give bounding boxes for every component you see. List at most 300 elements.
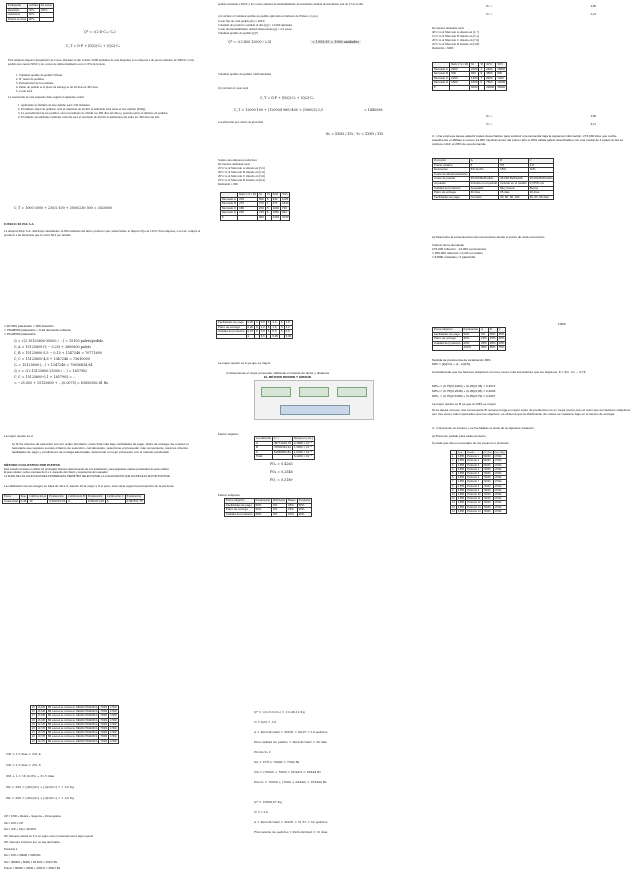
subjective-table-cell: 10% [287,512,298,517]
product-table-cell: 50000 [482,459,493,463]
gravity-table-cell: 1200 [450,76,470,81]
p5-c-method: EL MÉTODO BROWN Y GIBSON [264,375,312,379]
gravity-table-cell: 900 [470,72,479,77]
provider-table-cell: Aceptable [469,186,499,191]
p6-summary-table [432,327,506,351]
demand-line: Demanda = 6000 [432,46,454,51]
product-table-cell: 17002 [493,463,506,467]
gravity-table-cell: 600 [259,196,264,201]
factor-table-header: Ponderación [48,495,67,500]
p4-best-choice: La mejor opción es A [4,434,33,438]
header-table-cell: Prueba en clase [8,16,26,21]
provider-table-cell: Incluido en el pedido [500,180,527,185]
location-table-cell: 1,3053 × 10⁻⁸ [292,446,314,451]
provider-table-cell: 4,8 [528,163,554,168]
p8-result-line: N = 1,14 [254,810,268,814]
provider-table-cell: 35.000 Bs/Pedido [469,177,499,182]
summary-table-cell: 35% [480,345,487,350]
p5-factor-table-cell: Calidad del producto [218,329,245,334]
coord-value: 6,15 [590,122,596,126]
ct-calc: C_T = 12000·100 + (12000/1960)·400 + (1960/2)·2,5 [234,108,324,112]
page-8 [214,597,426,895]
product-table-cell: 3,855 [457,484,465,488]
product-table-cell: Producto 8 [466,484,482,488]
gravity-table-cell: 5 [479,72,485,77]
location-table-header: Localización [256,436,271,440]
eoq-result: = 1959,95 ≈ 1960 unidades [312,40,359,44]
product-table-cell: 10 [452,493,455,497]
factor-table-header: Factor [3,495,20,500]
p7-table-row [31,714,119,718]
gravity-table-cell: Σ [221,215,238,220]
product-table-cell: 7 [451,480,457,484]
subjective-table-cell: Facilidades de pago [225,503,255,508]
location-table-cell: C [255,450,273,455]
product-table-cell: 17002 [493,493,506,497]
calc-line: Cálculo de la demanda: [432,243,465,247]
p7-table-cell: 70000 [100,735,108,739]
product-table-cell: 3,855 [457,480,465,484]
coord-label: Xc = [486,4,493,8]
method-diagram [254,380,374,420]
product-table-cell: 3,855 [457,509,465,513]
gravity-table-row [433,85,507,90]
gravity-table-cell: 7 [479,76,485,81]
p7-table-row [31,739,119,743]
p7-formula: NPᵢ = 2 3 dias = 231,4 [6,752,41,756]
gravity-table-cell: 900 [450,72,470,77]
factor-table-header: Calificación B [68,494,85,498]
gravity-table-cell: 1000 [272,205,280,210]
product-table-cell: 3,855 [457,501,465,505]
factor-table-header: Calificación A [29,494,47,498]
provider-table-header: C [528,159,554,164]
provider-table-cell: 5 [469,163,499,168]
p7-line: Precio = 50000 + (5000 + 20317) = 45317 Bs [4,866,61,870]
p5-factor-table-cell: 0,20 [247,324,254,329]
eoq-formula: Q* = √(2·400·12000 / 2,5) [228,40,272,44]
provider-table-cell: Coste de almacenamiento [434,171,468,176]
p8-results [254,797,424,837]
product-table-cell: Producto 7 [466,480,482,484]
product-table-cell: 17002 [493,509,506,513]
gravity-table-row [221,215,290,220]
provider-table-cell: Calidad del producto [433,186,470,191]
header-table-cell: 40% [27,17,39,22]
gravity-table-cell: 5 [265,197,271,202]
p5-c-question: c) Seleccionar el mejor proveedor utilizando el método de factor y distancia [226,371,330,375]
product-table-cell: 9 [451,488,457,492]
subjective-table-header: Ponderación [255,498,270,502]
factor-table-header: Peso [20,494,27,498]
product-table-cell: 70000 [482,505,493,509]
gravity-table-cell: 2400 [485,67,496,72]
p7-table-row [31,731,119,735]
p5-factor-table-cell: 0,9 [284,330,293,335]
product-table-row [451,480,507,484]
subjective-table-cell: 30% [297,508,311,513]
product-table-cell: 3,855 [457,463,465,467]
product-table-cell: Producto 3 [466,463,482,467]
p5-factor-table-row [217,334,293,339]
gravity-table-header: Xi [258,193,266,198]
p2-line: Coste de mantenimiento unidad almacenada (g) = 2,5 euros [218,27,292,32]
product-table-cell: Producto 13 [467,505,481,509]
p8-eoq-lines [254,707,424,787]
p7-table-cell: 23,336 [37,710,45,714]
p7-table-cell: 70000 [100,727,108,731]
coord-row [486,10,596,18]
subjective-table-cell: 0% [271,503,286,508]
product-table-cell: 11 [452,497,455,501]
demand-line: 15% va al Mercado B situado en (5,1) [432,34,480,39]
summary-table-cell: 100% [462,346,479,351]
p8-eoq-line: SA = 10% x 70000 = 7000 Bs [254,760,300,764]
provider-table-cell: Facilidades de pago [433,195,470,200]
eoq-note: Volumen óptimo de pedido: 1960 unidades [218,72,272,76]
header-table-cell: 20% [27,13,39,18]
summary-table-cell: 15% [480,336,487,341]
step-item: 3. La periodicidad de los pedidos: será el resultado de dividir los 360 días del año (o periodo) entre el número de pedidos [21,111,194,115]
summary-table-cell: 20% [462,341,479,346]
product-table-row [451,497,507,501]
p7-table-cell: 17 [32,714,35,718]
gravity-table-cell: 900 [259,214,264,219]
p8-result-line: Q* = 13669,67 Kg [254,800,282,804]
mpl-line: MPL꜀ = (0,75)(0,3189) + (0,25)(0,75) = 0,4267 [432,394,496,398]
calc-line: = 259.000 reflexión x 0,20 con palets [432,251,483,256]
gravity-table-header: Dem x % = Di [239,192,257,196]
subjective-table-header: Excelente [298,498,310,502]
page-2 [214,0,426,297]
provider-table-header: B [499,159,529,164]
gravity-table-cell: Mercado B [222,201,236,206]
gravity-formula: Xc = ΣXiVi / ΣVi ; Yc = ΣYiVi / ΣVi [326,132,383,136]
p8-eoq-line: NA = (70000 + 7000) x 36,94% = 28444 Bs [254,770,321,774]
product-table-cell: 3,855 [457,476,465,480]
p7-table-cell: 17002 [110,718,117,722]
product-table-cell: 17002 [493,467,506,471]
p7-line: NA = (50000 + 5000) x 36,94% = 20317 Bs [4,859,58,864]
summary-table-cell: 20% [489,340,496,345]
product-table-cell: 3,855 [457,459,465,463]
product-table-cell: 3,855 [457,488,465,492]
summary-table-row [433,346,506,351]
gravity-table-cell: 7500 [485,81,496,86]
gravity-table-cell: 8400 [485,76,496,81]
header-table-cell: Asistencia [7,13,28,18]
product-table-cell: 17002 [493,505,506,509]
fo-value: FOₐ = 0,4263 [270,462,293,466]
calc-line: 273.000 reflexión - 14.000 movimientos [432,247,487,252]
method-line: Este método consiste en definir los principales factores determinantes de una localización, para asignarles valores ponderados de peso relativo. [4,468,170,471]
provider-table-cell: Precio unitario [433,163,470,168]
product-table-cell: 70000 [482,484,493,488]
subjective-table-cell: 15% [287,508,298,513]
p7-table-cell: 10,725 [37,735,45,739]
product-table-cell: Producto 5 [466,472,482,476]
p7-table-cell: Bill entered as continente: REGRA HIGIÉNICA [47,714,98,718]
subjective-table-cell: 25% [287,503,298,508]
p5-factor-table [216,320,293,339]
p7-formula: ΣKᵢ = 200 = [(D/Q)Cᵢ] + [(Q/2)Cₐ] ≈ 1 1/2 Kg [6,785,75,789]
p7-table-cell: 23,336 [37,706,45,709]
p2-question-a: a) Calcular el volumen óptimo de pedido aplicando el método de Wilson. (1 pto) [218,14,318,18]
gravity-table-cell: 1 [265,202,271,207]
header-table-cell [39,17,53,22]
p7-line: CP = FOR + Retuts + Seguros + Otros gastos [4,814,61,818]
p5-best: La mejor opción es A ya que es mayor [218,361,271,365]
location-table-cell: A [255,441,273,446]
p7-table [30,705,119,744]
coord-label: Yc = [486,122,493,126]
p5-factor-table-cell: 0,30 [247,320,254,324]
subjective-table-header: Bueno [288,498,296,502]
p7-table-cell: 23,336 [37,718,45,722]
p3-calc-lines [432,243,632,259]
calc-line: = 51800 unidades / 4 palets/día [432,255,476,260]
product-table-cell: 17002 [493,455,506,459]
gravity-table-header: Xi [470,63,479,68]
product-table-cell: 3,855 [457,497,465,501]
summary-table-cell: 75% [498,345,505,350]
location-table-header: Cᵢ = [272,437,292,442]
location-table-cell: B [255,446,273,451]
product-table-cell: 3,855 [457,493,465,497]
product-table-row [451,488,507,492]
demand-line: 25% va al Mercado A situado en (5,5) [218,166,265,171]
p2-lines [218,19,418,35]
gravity-label: Localización por centro de gravedad [218,120,264,124]
product-table-cell: 17002 [493,476,506,480]
p7-table-cell: 19 [32,722,35,726]
provider-table-cell: 25 días [499,191,529,196]
p5-factor-table-cell: 0,9 [260,320,265,324]
product-table-row [451,505,507,509]
provider-table-cell: 5% del Pe [469,168,499,173]
p5-factor-table-cell: 1,2 [260,324,265,329]
question-item: 3. Periodicidad de los pedidos. [19,81,194,85]
gravity-table-cell: 16800 [497,66,506,71]
page-3 [428,0,640,297]
product-table-cell: 70000 [482,493,493,497]
p7-line: NA = (CP + SA) x 36,94% [4,827,36,831]
p2-gravity-table [220,192,290,221]
summary-table-cell: 0% [479,332,488,337]
p7-table-cell: 70000 [100,714,108,718]
ct-result: C_T = 1000·3000 + 230/2·100 + 3000/230·300 = 3020000 [14,206,113,210]
product-table-cell: 4 [451,467,457,471]
factor-table-cell: 0,35 [20,498,27,503]
location-table-cell: 61650562,81 [273,449,291,454]
gravity-table-cell: 7200 [496,76,507,81]
product-table-cell: 3 [451,463,457,467]
provider-table-cell: Incluido en el pedido [470,180,498,185]
p5-factor-table-cell: 5,05 [272,333,279,338]
location-table-cell: 76609434,94 [273,445,291,450]
gravity-table-cell: Mercado B [434,71,448,76]
factor-table-cell: Coste final [4,498,18,503]
product-table-header: Detalle [466,451,482,455]
header-table-cell: Resultado [7,8,28,13]
location-table-cell: 2,1848 × 10⁻⁸ [292,441,314,446]
product-table-row [451,472,507,476]
p4-calc-block: Q = √(2·15125600·35000 / …) = 15100 palets/pedido C_A = 15125600·(5 − 0,25) + 2600800 palets C_B = 15125600·5,5 − 0,15 + 1347246 = 70771600 C_C = 15125600·4,8 + 1347246 = 73610000 Cₜ = 15125600·(…) + 1347246 = 79636434,94 Q_c = √(2·15125600·25000 / …) = 1657902 C_C = 15125600·0,1 + 1657903 = … = −25,003 + 15125600 + …(0,0075) = 61650562,81 Bs [14,339,109,385]
page-9-blank [428,597,640,895]
p7-table-row [31,710,119,714]
summary-table-cell: Plazo de entrega [433,337,463,342]
method-title: MÉTODO CUALITATIVO POR PUNTOS [4,463,60,467]
gravity-table-cell: 225 [238,211,258,216]
p7-table-cell: 70000 [100,706,108,709]
product-table-cell: 70000 [482,480,493,484]
demand-line: 20% va al Mercado C situado en (5,6) [218,174,266,179]
gravity-table-cell: 1 [479,67,485,72]
gravity-table-cell: Mercado A [434,66,448,71]
p7-line: Nb: Siempre stored on 3 in on signs more in Internal cost 2 days reports [4,833,94,838]
product-table-cell: 13 [452,505,455,509]
header-table-cell: 100% [39,8,53,13]
p7-table-cell: 10,725 [37,731,45,735]
p7-table-cell: Bill entered as continente: REGRA HIGIÉNICA [47,710,98,714]
coord-value: 4,89 [590,4,596,8]
provider-table-cell: Contado [469,195,499,200]
questions-list [14,73,194,93]
p7-formula: ΣM + L = 16 (0,05) → 31,5 dias [6,774,55,778]
p5-factor-table-cell: 6,5 [260,333,265,338]
product-table-cell: 2 [451,459,457,463]
product-table-row [451,467,507,471]
coord-label: Yc = [486,12,493,16]
product-table-cell: 12 [452,501,455,505]
product-table-cell: 17002 [493,484,506,488]
subjective-table-header: Deficiente [272,498,286,502]
p6-consider: Considerando que los factores subjetivos son tres veces más importantes que los objetivos, K = 3(1 - K) → 0,75 [432,370,586,374]
gravity-table-header: Dem x % = Di [451,62,469,66]
p5-factor-table-cell: 0,9 [260,329,265,334]
solution-label: La resolución de este supuesto debe seguir el siguiente orden: [8,95,85,99]
product-table-cell: 70000 [482,497,493,501]
demand-line: De nuestra demanda total: [218,162,251,166]
product-table-row [451,501,507,505]
p4-line: = 15125600 palets/año [4,332,36,337]
gravity-table-cell: 1200 [471,75,478,80]
subjective-table-cell: 0% [271,508,286,513]
p7-table-row [31,735,119,739]
p8-eoq-line: Producto 2 [254,750,271,754]
gravity-table-cell: Mercado C [434,75,449,80]
location-table-header: Recíproco (1/Cᵢ) [293,436,314,440]
p7-table-cell: 18 [32,718,35,722]
p5-factor-table-cell: 6 [256,324,258,329]
demand-line: 20% va al Mercado C situado en (7,6) [432,38,480,43]
p8-result-line: A = Periodicidad = 360/N = 31,57 ≈ 32 pedidos [254,820,328,824]
demand-line: 30% va al Mercado B situado en (1,6) [218,170,266,175]
gravity-table-header: Yi [266,192,270,196]
location-table-cell: Total [255,455,273,460]
page-6 [428,298,640,596]
p5-factor-table-cell: Plazo de entrega [217,325,247,330]
gravity-table-cell: 200 [259,205,264,210]
gravity-table-cell: 922 [281,211,290,216]
p2-question-b: b) Calcular el coste total [218,86,249,90]
gravity-table-cell: 6000 [471,84,478,89]
subjective-table-cell: 30% [254,508,271,513]
page-1 [0,0,212,297]
gravity-table-cell: 2400 [471,66,478,71]
p5-factor-table-cell: 6 [281,320,283,324]
p7-table-cell: 17002 [110,735,117,739]
question-item: 1. Volumen óptimo de pedido Wilson. [19,73,194,77]
p8-eoq-line: Pres.unidad de pedido = Periodicidad = 36 dias [254,740,327,744]
provider-table [432,158,554,200]
p5-factor-table-cell: 6 [281,324,283,329]
p8-eoq-line: Q* = √(2·D·C₀/Cₐ) = 11146,12 Kg [254,710,305,714]
summary-table-header: A [479,328,488,333]
p7-table-cell: Bill entered as continente: REGRA HIGIÉNICA [47,731,98,735]
gravity-table-cell: Mercado D [434,80,449,85]
fo-values [270,460,293,484]
factor-label: Factor objetivo [218,432,239,436]
location-table-cell: 5,1243 × 10⁻⁸ [292,455,314,460]
qualify-note: La calificación de los rangos se hará de 10 a 0, siendo 10 la mejor y 0 el peor, esto varía según la percepción de la persona. [4,484,175,488]
p5-factor-table-cell: 1,6 [271,325,280,330]
subjective-label: Factor subjetivo [218,493,240,497]
p5-factor-table-cell: 1 [246,334,255,339]
product-table-row [451,463,507,467]
header-table-header: Evaluación [7,4,28,9]
p7-table-cell: 23,336 [37,714,45,718]
p5-factor-table-cell: 2,4 [271,321,280,326]
p7-table-cell: 12,725 [37,727,45,731]
provider-table-cell: 5,5 [499,163,529,168]
demand-line: 25% va al Mercado D situado en (6,2) [218,178,266,183]
provider-table-cell: Coste de pedido [433,177,470,182]
provider-table-cell: Muy buena [499,186,529,191]
p8-eoq-line: Precio = 70000 + (7000 + 28444) = 105444 Bs [254,780,327,784]
gravity-table-cell: 1500 [450,81,470,86]
location-table-cell: 1,6340 × 10⁻⁸ [292,450,314,455]
coord-row [486,120,596,128]
p7-table-cell: Bill entered as continente: REGRA HIGIÉNICA [47,706,98,709]
gravity-table-cell: 270 [271,202,280,207]
p5-factor-table-cell: 1,2 [284,325,293,330]
product-table-cell: 60000 [482,463,493,467]
question-item: 2. Nº anual de pedidos. [19,77,194,81]
p4-line: = 75628000 palets/año ÷ 0,20 demanda cubierta [4,328,71,333]
gravity-table-header: XiVi [485,63,496,68]
gravity-table-cell: 940 [271,197,280,202]
subjective-table-cell: 50% [254,503,271,508]
p7-formula: NPᵢ = 2 3 dias = 251,5 [6,763,41,767]
summary-table-header: Ponderación [463,327,478,331]
product-table-cell: 17002 [493,480,506,484]
product-table-cell: 70000 [482,509,493,513]
p7-table-cell: 23 [32,739,35,743]
product-table-cell: Producto 9 [466,488,482,492]
p7-lines [4,813,204,872]
fo-value: FOᵦ = 0,2548 [270,470,293,474]
provider-table-cell: 30, 60, 90, 120 [499,195,529,200]
factor-table-header: Ponderación [86,495,105,500]
header-table-header: No acerto [40,3,52,7]
p8-eoq-line: N = D/Q = 1,6 [254,720,277,724]
summary-table-cell: 50% [462,332,479,337]
gravity-table-cell: 4733 [282,214,289,219]
provider-table-cell: 15% [499,168,529,173]
subjective-table [224,498,312,517]
demand-line: Demanda = 900 [218,182,238,187]
